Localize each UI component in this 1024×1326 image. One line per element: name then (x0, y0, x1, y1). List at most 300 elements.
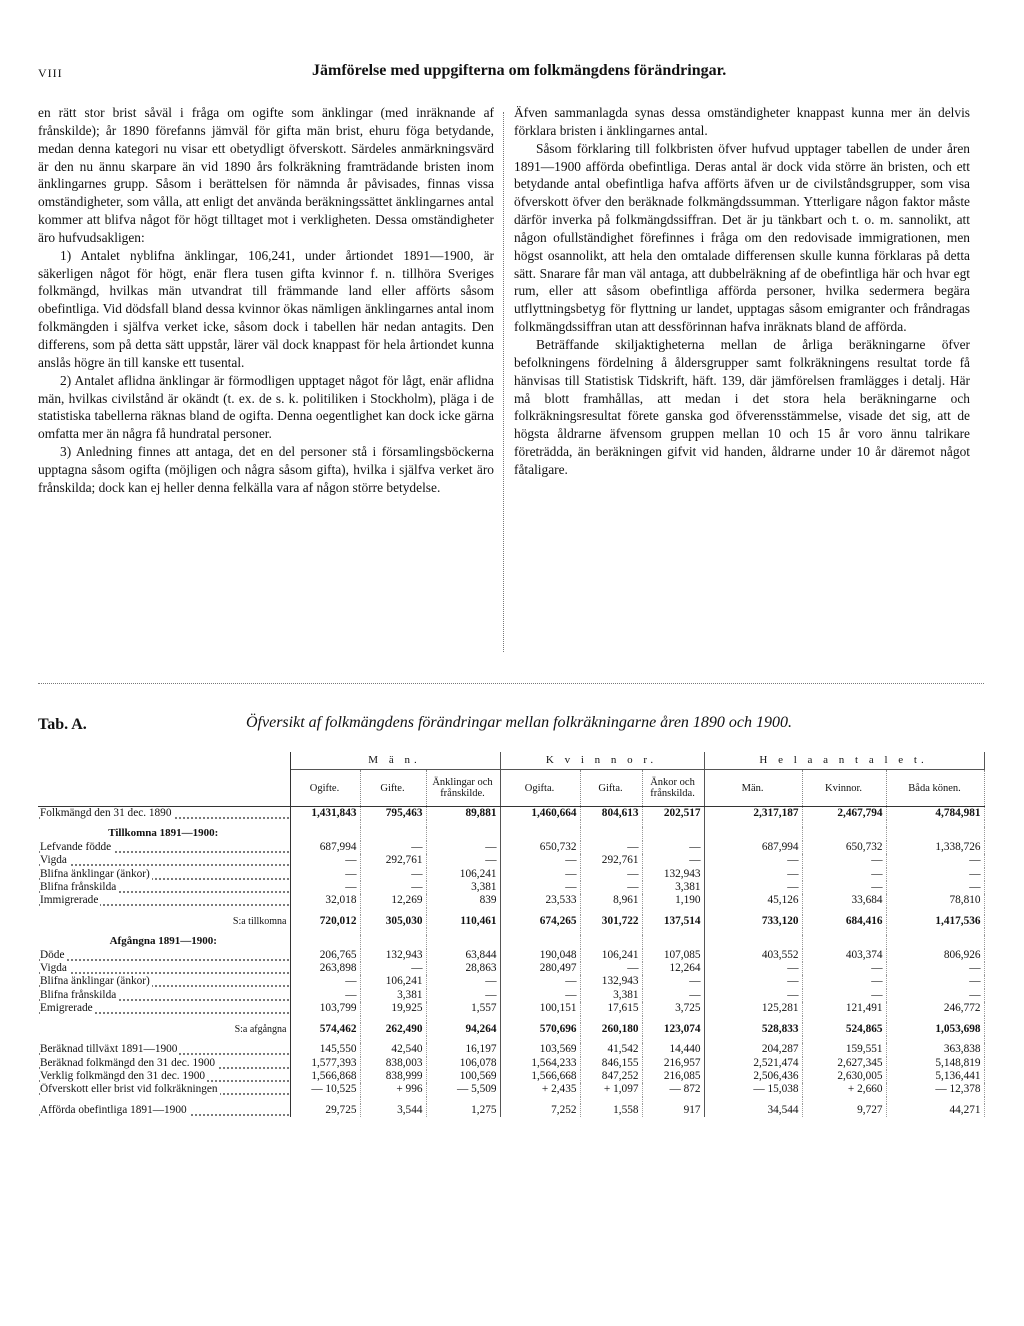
row-label (38, 1057, 290, 1070)
spacer-cell (704, 1036, 802, 1043)
spacer-cell (802, 908, 886, 915)
spacer-cell (426, 1036, 500, 1043)
row-label (38, 881, 290, 894)
table-row (38, 1043, 984, 1056)
spacer-cell (886, 1036, 984, 1043)
value-cell: 132,943 (360, 949, 426, 962)
value-cell: 838,999 (360, 1070, 426, 1083)
value-cell: 202,517 (642, 807, 704, 821)
value-cell: 684,416 (802, 915, 886, 928)
value-cell: — (360, 881, 426, 894)
table-sum-row (38, 1023, 984, 1036)
value-cell: 2,521,474 (704, 1057, 802, 1070)
value-cell: 1,557 (426, 1002, 500, 1015)
value-cell: — (290, 854, 360, 867)
row-label-text: Beräknad tillväxt 1891—1900 (40, 1043, 178, 1056)
value-cell: 132,943 (642, 868, 704, 881)
row-label (38, 841, 290, 854)
value-cell: — (704, 975, 802, 988)
value-cell: 403,374 (802, 949, 886, 962)
spacer-cell (580, 908, 642, 915)
table-row (38, 854, 984, 867)
value-cell (426, 827, 500, 840)
value-cell: 2,627,345 (802, 1057, 886, 1070)
value-cell: 363,838 (886, 1043, 984, 1056)
spacer-cell (38, 928, 290, 935)
spacer-cell (500, 1016, 580, 1023)
table-row (38, 1104, 984, 1117)
value-cell: 12,269 (360, 894, 426, 907)
value-cell: 42,540 (360, 1043, 426, 1056)
value-cell: 292,761 (360, 854, 426, 867)
spacer-cell (886, 1016, 984, 1023)
value-cell: — (886, 962, 984, 975)
value-cell: — (290, 989, 360, 1002)
spacer-cell (580, 1036, 642, 1043)
value-cell: — (802, 854, 886, 867)
value-cell: 262,490 (360, 1023, 426, 1036)
value-cell: 103,569 (500, 1043, 580, 1056)
spacer-cell (38, 1016, 290, 1023)
value-cell (704, 827, 802, 840)
column-header: Gifte. (360, 770, 426, 807)
value-cell (802, 935, 886, 948)
value-cell: — (802, 881, 886, 894)
page-number: VIII (38, 66, 63, 80)
value-cell: — (704, 962, 802, 975)
row-label (38, 854, 290, 867)
value-cell: — (360, 841, 426, 854)
table-row (38, 975, 984, 988)
row-label (38, 1043, 290, 1056)
column-header: Män. (704, 770, 802, 807)
section-label: Afgångna 1891—1900: (38, 935, 290, 948)
value-cell: — (886, 989, 984, 1002)
value-cell: 106,241 (426, 868, 500, 881)
value-cell: — (886, 975, 984, 988)
value-cell (360, 827, 426, 840)
paragraph: Äfven sammanlagda synas dessa omständigheter knappast kunna mer än delvis förklara bristen i änklingarnes antal. (514, 105, 970, 138)
spacer-cell (290, 908, 360, 915)
value-cell: 263,898 (290, 962, 360, 975)
value-cell: 100,151 (500, 1002, 580, 1015)
value-cell: 1,190 (642, 894, 704, 907)
value-cell (500, 827, 580, 840)
value-cell: — 10,525 (290, 1083, 360, 1096)
spacer-cell (580, 1097, 642, 1104)
row-label-text: Beräknad folkmängd den 31 dec. 1900 (40, 1056, 216, 1069)
value-cell: 804,613 (580, 807, 642, 821)
value-cell: 45,126 (704, 894, 802, 907)
spacer-cell (642, 928, 704, 935)
spacer-cell (426, 928, 500, 935)
value-cell: + 996 (360, 1083, 426, 1096)
row-label-text: Öfverskott eller brist vid folkräkningen (40, 1083, 218, 1096)
value-cell: 125,281 (704, 1002, 802, 1015)
spacer-cell (500, 820, 580, 827)
value-cell: — (500, 854, 580, 867)
spacer-cell (360, 1097, 426, 1104)
value-cell: 795,463 (360, 807, 426, 821)
value-cell: 2,630,005 (802, 1070, 886, 1083)
row-label (38, 868, 290, 881)
row-label-text: Blifna änklingar (änkor) (40, 867, 150, 880)
value-cell: 1,460,664 (500, 807, 580, 821)
row-label-text: Emigrerade (40, 1002, 93, 1015)
value-cell: 1,564,233 (500, 1057, 580, 1070)
value-cell: 687,994 (290, 841, 360, 854)
value-cell: 301,722 (580, 915, 642, 928)
value-cell: 78,810 (886, 894, 984, 907)
value-cell: 3,544 (360, 1104, 426, 1117)
row-label-text: Blifna frånskilda (40, 988, 117, 1001)
table-section-row (38, 827, 984, 840)
value-cell: 19,925 (360, 1002, 426, 1015)
value-cell: — (642, 854, 704, 867)
spacer-cell (38, 820, 290, 827)
value-cell: 89,881 (426, 807, 500, 821)
value-cell: + 1,097 (580, 1083, 642, 1096)
value-cell: 4,784,981 (886, 807, 984, 821)
value-cell: 159,551 (802, 1043, 886, 1056)
value-cell: — (704, 881, 802, 894)
value-cell: 106,078 (426, 1057, 500, 1070)
value-cell: + 2,660 (802, 1083, 886, 1096)
value-cell: 260,180 (580, 1023, 642, 1036)
value-cell: — (500, 868, 580, 881)
value-cell: 8,961 (580, 894, 642, 907)
value-cell: 137,514 (642, 915, 704, 928)
value-cell: 16,197 (426, 1043, 500, 1056)
value-cell: + 2,435 (500, 1083, 580, 1096)
spacer-row (38, 1016, 984, 1023)
value-cell: 1,417,536 (886, 915, 984, 928)
value-cell: 5,148,819 (886, 1057, 984, 1070)
value-cell: 206,765 (290, 949, 360, 962)
value-cell: — 12,378 (886, 1083, 984, 1096)
row-label-text: Blifna änklingar (änkor) (40, 975, 150, 988)
value-cell: — (500, 881, 580, 894)
value-cell: — 872 (642, 1083, 704, 1096)
value-cell (642, 935, 704, 948)
spacer-cell (802, 1036, 886, 1043)
row-label (38, 962, 290, 975)
spacer-row (38, 1097, 984, 1104)
column-header: Änklingar och frånskilde. (426, 770, 500, 807)
spacer-cell (360, 1016, 426, 1023)
spacer-cell (500, 1097, 580, 1104)
spacer-cell (802, 1097, 886, 1104)
value-cell (642, 827, 704, 840)
value-cell: 33,684 (802, 894, 886, 907)
value-cell: 7,252 (500, 1104, 580, 1117)
value-cell (290, 935, 360, 948)
table-sum-row (38, 915, 984, 928)
column-header: Kvinnor. (802, 770, 886, 807)
value-cell (290, 827, 360, 840)
value-cell: 1,431,843 (290, 807, 360, 821)
column-header: Gifta. (580, 770, 642, 807)
table-row (38, 894, 984, 907)
value-cell: 216,957 (642, 1057, 704, 1070)
spacer-cell (290, 1016, 360, 1023)
value-cell: 63,844 (426, 949, 500, 962)
row-label-text: Immigrerade (40, 894, 99, 907)
population-table (38, 752, 985, 1117)
value-cell: — (426, 854, 500, 867)
spacer-cell (802, 928, 886, 935)
table-row (38, 868, 984, 881)
value-cell: — (360, 868, 426, 881)
value-cell: 2,506,436 (704, 1070, 802, 1083)
value-cell: 110,461 (426, 915, 500, 928)
spacer-cell (580, 820, 642, 827)
spacer-cell (886, 928, 984, 935)
value-cell: — (426, 989, 500, 1002)
column-header: Ogifte. (290, 770, 360, 807)
spacer-cell (704, 908, 802, 915)
value-cell: 204,287 (704, 1043, 802, 1056)
spacer-cell (500, 908, 580, 915)
value-cell: 216,085 (642, 1070, 704, 1083)
value-cell: 123,074 (642, 1023, 704, 1036)
value-cell: 41,542 (580, 1043, 642, 1056)
spacer-cell (642, 1016, 704, 1023)
row-label (38, 975, 290, 988)
group-header-women: K v i n n o r. (500, 752, 704, 770)
value-cell: — (886, 868, 984, 881)
value-cell: — (426, 975, 500, 988)
value-cell: 292,761 (580, 854, 642, 867)
value-cell: — (580, 962, 642, 975)
value-cell: 29,725 (290, 1104, 360, 1117)
spacer-cell (704, 820, 802, 827)
value-cell: 570,696 (500, 1023, 580, 1036)
value-cell: 650,732 (802, 841, 886, 854)
value-cell (886, 935, 984, 948)
value-cell: 190,048 (500, 949, 580, 962)
table-row (38, 881, 984, 894)
spacer-cell (704, 1016, 802, 1023)
column-header: Båda könen. (886, 770, 984, 807)
value-cell: 1,566,668 (500, 1070, 580, 1083)
value-cell: — (642, 975, 704, 988)
table-row (38, 962, 984, 975)
table-body (38, 807, 984, 1118)
row-label-text: Verklig folkmängd den 31 dec. 1900 (40, 1069, 206, 1082)
value-cell: — (500, 975, 580, 988)
value-cell: 28,863 (426, 962, 500, 975)
spacer-cell (500, 928, 580, 935)
row-label-text: Vigda (40, 854, 67, 867)
row-label (38, 1002, 290, 1015)
value-cell: 145,550 (290, 1043, 360, 1056)
value-cell: 674,265 (500, 915, 580, 928)
value-cell: — (580, 868, 642, 881)
value-cell: — (580, 841, 642, 854)
spacer-cell (360, 928, 426, 935)
value-cell: 3,381 (360, 989, 426, 1002)
spacer-cell (642, 1097, 704, 1104)
running-head: Jämförelse med uppgifterna om folkmängdens förändringar. (312, 62, 727, 79)
row-label-text: Döde (40, 948, 65, 961)
value-cell: 2,467,794 (802, 807, 886, 821)
value-cell: 1,558 (580, 1104, 642, 1117)
value-cell: 838,003 (360, 1057, 426, 1070)
spacer-cell (290, 928, 360, 935)
value-cell: 846,155 (580, 1057, 642, 1070)
row-label (38, 949, 290, 962)
text-column-right (514, 104, 970, 479)
value-cell: — (802, 989, 886, 1002)
value-cell (580, 827, 642, 840)
row-label-text: Folkmängd den 31 dec. 1890 (40, 807, 172, 819)
value-cell: 917 (642, 1104, 704, 1117)
spacer-cell (38, 1097, 290, 1104)
value-cell: — (802, 868, 886, 881)
value-cell: — (802, 975, 886, 988)
spacer-cell (290, 820, 360, 827)
table-row (38, 1057, 984, 1070)
table-row (38, 989, 984, 1002)
value-cell: 733,120 (704, 915, 802, 928)
value-cell: 106,241 (360, 975, 426, 988)
table-title: Öfversikt af folkmängdens förändringar mellan folkräkningarne åren 1890 och 1900. (246, 714, 793, 731)
value-cell: — (360, 962, 426, 975)
value-cell: — 15,038 (704, 1083, 802, 1096)
row-label-text: Vigda (40, 962, 67, 975)
value-cell: 280,497 (500, 962, 580, 975)
spacer-cell (886, 1097, 984, 1104)
value-cell: — 5,509 (426, 1083, 500, 1096)
value-cell: 12,264 (642, 962, 704, 975)
column-header: Änkor och frånskilda. (642, 770, 704, 807)
spacer-cell (38, 908, 290, 915)
table-row (38, 1002, 984, 1015)
spacer-cell (704, 928, 802, 935)
value-cell: 17,615 (580, 1002, 642, 1015)
table-row (38, 1070, 984, 1083)
paragraph: 2) Antalet aflidna änklingar är förmodligen upptaget något för lågt, enär aflidna män, hvilkas civilstånd är okändt (t. ex. de s. k. politiliken i Stockholm), pläga i de statistiska tabellerna räknas bland de ogifta. Denna oegentlighet kan dock icke gärna omfatta mer än några få hundratal personer. (38, 372, 494, 442)
table-label: Tab. A. (38, 716, 87, 733)
value-cell: 1,566,868 (290, 1070, 360, 1083)
value-cell: — (290, 975, 360, 988)
value-cell: 806,926 (886, 949, 984, 962)
spacer-cell (426, 820, 500, 827)
paragraph: Såsom förklaring till folkbristen öfver hufvud upptager tabellen de under åren 1891—1900 afförda obefintliga. Deras antal är dock vida större än bristen, och ett betydande antal obefintliga hafva afförts äfven ur de civilståndsgrupper, som visa öfverskott öfver den beräknade folkmängdssumman. Ytterligare någon faktor måste därför inverka på folkmängdssiffran. Det är ju tänkbart och t. o. m. sannolikt, att någon ofullständighet förefinnes i fråga om den redovisade immigrationen, men högst osannolikt, att hela den omtalade differensen skulle kunna förklaras på detta sätt. Snarare får man väl antaga, att dubbelräkning af de obefintliga här och hvar egt rum, eller att såsom obefintliga afförda personer, hvilka sedermera begära utflyttningsbetyg för flyttning ur landet, upptagas såsom emigranter och fråndragas folkmängdssiffran utan att dessförinnan hafva inräknats bland de afförda. (514, 140, 970, 335)
spacer-cell (802, 1016, 886, 1023)
value-cell: 528,833 (704, 1023, 802, 1036)
value-cell: — (290, 868, 360, 881)
value-cell: 121,491 (802, 1002, 886, 1015)
spacer-cell (802, 820, 886, 827)
value-cell: 1,577,393 (290, 1057, 360, 1070)
spacer-cell (580, 1016, 642, 1023)
section-divider (38, 683, 984, 684)
row-label (38, 1104, 290, 1117)
value-cell: 1,275 (426, 1104, 500, 1117)
value-cell: 650,732 (500, 841, 580, 854)
table-row (38, 1083, 984, 1096)
spacer-cell (642, 820, 704, 827)
value-cell: 3,381 (642, 881, 704, 894)
value-cell: 3,381 (580, 989, 642, 1002)
group-header-men: M ä n. (290, 752, 500, 770)
row-label (38, 1083, 290, 1096)
spacer-cell (500, 1036, 580, 1043)
value-cell: 103,799 (290, 1002, 360, 1015)
value-cell: 2,317,187 (704, 807, 802, 821)
value-cell: — (704, 868, 802, 881)
spacer-cell (360, 1036, 426, 1043)
value-cell (360, 935, 426, 948)
value-cell: 14,440 (642, 1043, 704, 1056)
value-cell: 3,381 (426, 881, 500, 894)
value-cell (580, 935, 642, 948)
paragraph: en rätt stor brist såväl i fråga om ogifte som änklingar (med inräknande af frånskilde); år 1890 förefanns jämväl för gifta män brist, ehuru föga betydande, medan denna kategori nu visar ett obetydligt öfverskott. Särdeles anmärkningsvärd är den nu ännu skarpare än vid 1890 års folkräkning framträdande bristen inom änklingarnes grupp. Såsom i berättelsen för nämnda år påvisades, finnas vissa omständigheter, som vålla, att enligt det använda beräkningssättet änklingarnes antal kommer att blifva något för högt tilltaget mot i verkligheten. Dessa omständigheter äro hufvudsakligen: (38, 105, 494, 245)
group-header-total: H e l a a n t a l e t. (704, 752, 984, 770)
sum-label: S:a tillkomna (38, 915, 290, 928)
value-cell (704, 935, 802, 948)
value-cell: 23,533 (500, 894, 580, 907)
value-cell: — (642, 989, 704, 1002)
value-cell: — (500, 989, 580, 1002)
value-cell: 839 (426, 894, 500, 907)
spacer-cell (426, 908, 500, 915)
row-label-text: Lefvande födde (40, 840, 112, 853)
value-cell: 246,772 (886, 1002, 984, 1015)
value-cell: 44,271 (886, 1104, 984, 1117)
spacer-cell (38, 1036, 290, 1043)
row-label (38, 894, 290, 907)
value-cell: 32,018 (290, 894, 360, 907)
value-cell: — (886, 854, 984, 867)
value-cell: 100,569 (426, 1070, 500, 1083)
table-section-row (38, 935, 984, 948)
spacer-cell (886, 820, 984, 827)
row-label (38, 989, 290, 1002)
value-cell: 847,252 (580, 1070, 642, 1083)
value-cell: 132,943 (580, 975, 642, 988)
value-cell: 9,727 (802, 1104, 886, 1117)
value-cell (802, 827, 886, 840)
value-cell: — (704, 854, 802, 867)
value-cell: — (802, 962, 886, 975)
value-cell: — (642, 841, 704, 854)
value-cell: 5,136,441 (886, 1070, 984, 1083)
value-cell: — (886, 881, 984, 894)
row-label (38, 1070, 290, 1083)
spacer-cell (642, 1036, 704, 1043)
sum-label: S:a afgångna (38, 1023, 290, 1036)
value-cell (426, 935, 500, 948)
value-cell: 524,865 (802, 1023, 886, 1036)
spacer-cell (886, 908, 984, 915)
paragraph: 3) Anledning finnes att antaga, det en del personer stå i församlingsböckerna upptagna såsom ogifta (möjligen och några såsom gifta), hvilka i själfva verket äro frånskilda; dock kan ej heller denna felkälla vara af någon större betydelse. (38, 444, 494, 495)
value-cell: 1,338,726 (886, 841, 984, 854)
spacer-row (38, 1036, 984, 1043)
value-cell: 305,030 (360, 915, 426, 928)
table-group-header-row (38, 752, 984, 770)
column-header: Ogifta. (500, 770, 580, 807)
value-cell: — (426, 841, 500, 854)
table-row (38, 949, 984, 962)
table-row (38, 841, 984, 854)
value-cell: — (290, 881, 360, 894)
value-cell: 574,462 (290, 1023, 360, 1036)
value-cell (500, 935, 580, 948)
spacer-cell (360, 820, 426, 827)
